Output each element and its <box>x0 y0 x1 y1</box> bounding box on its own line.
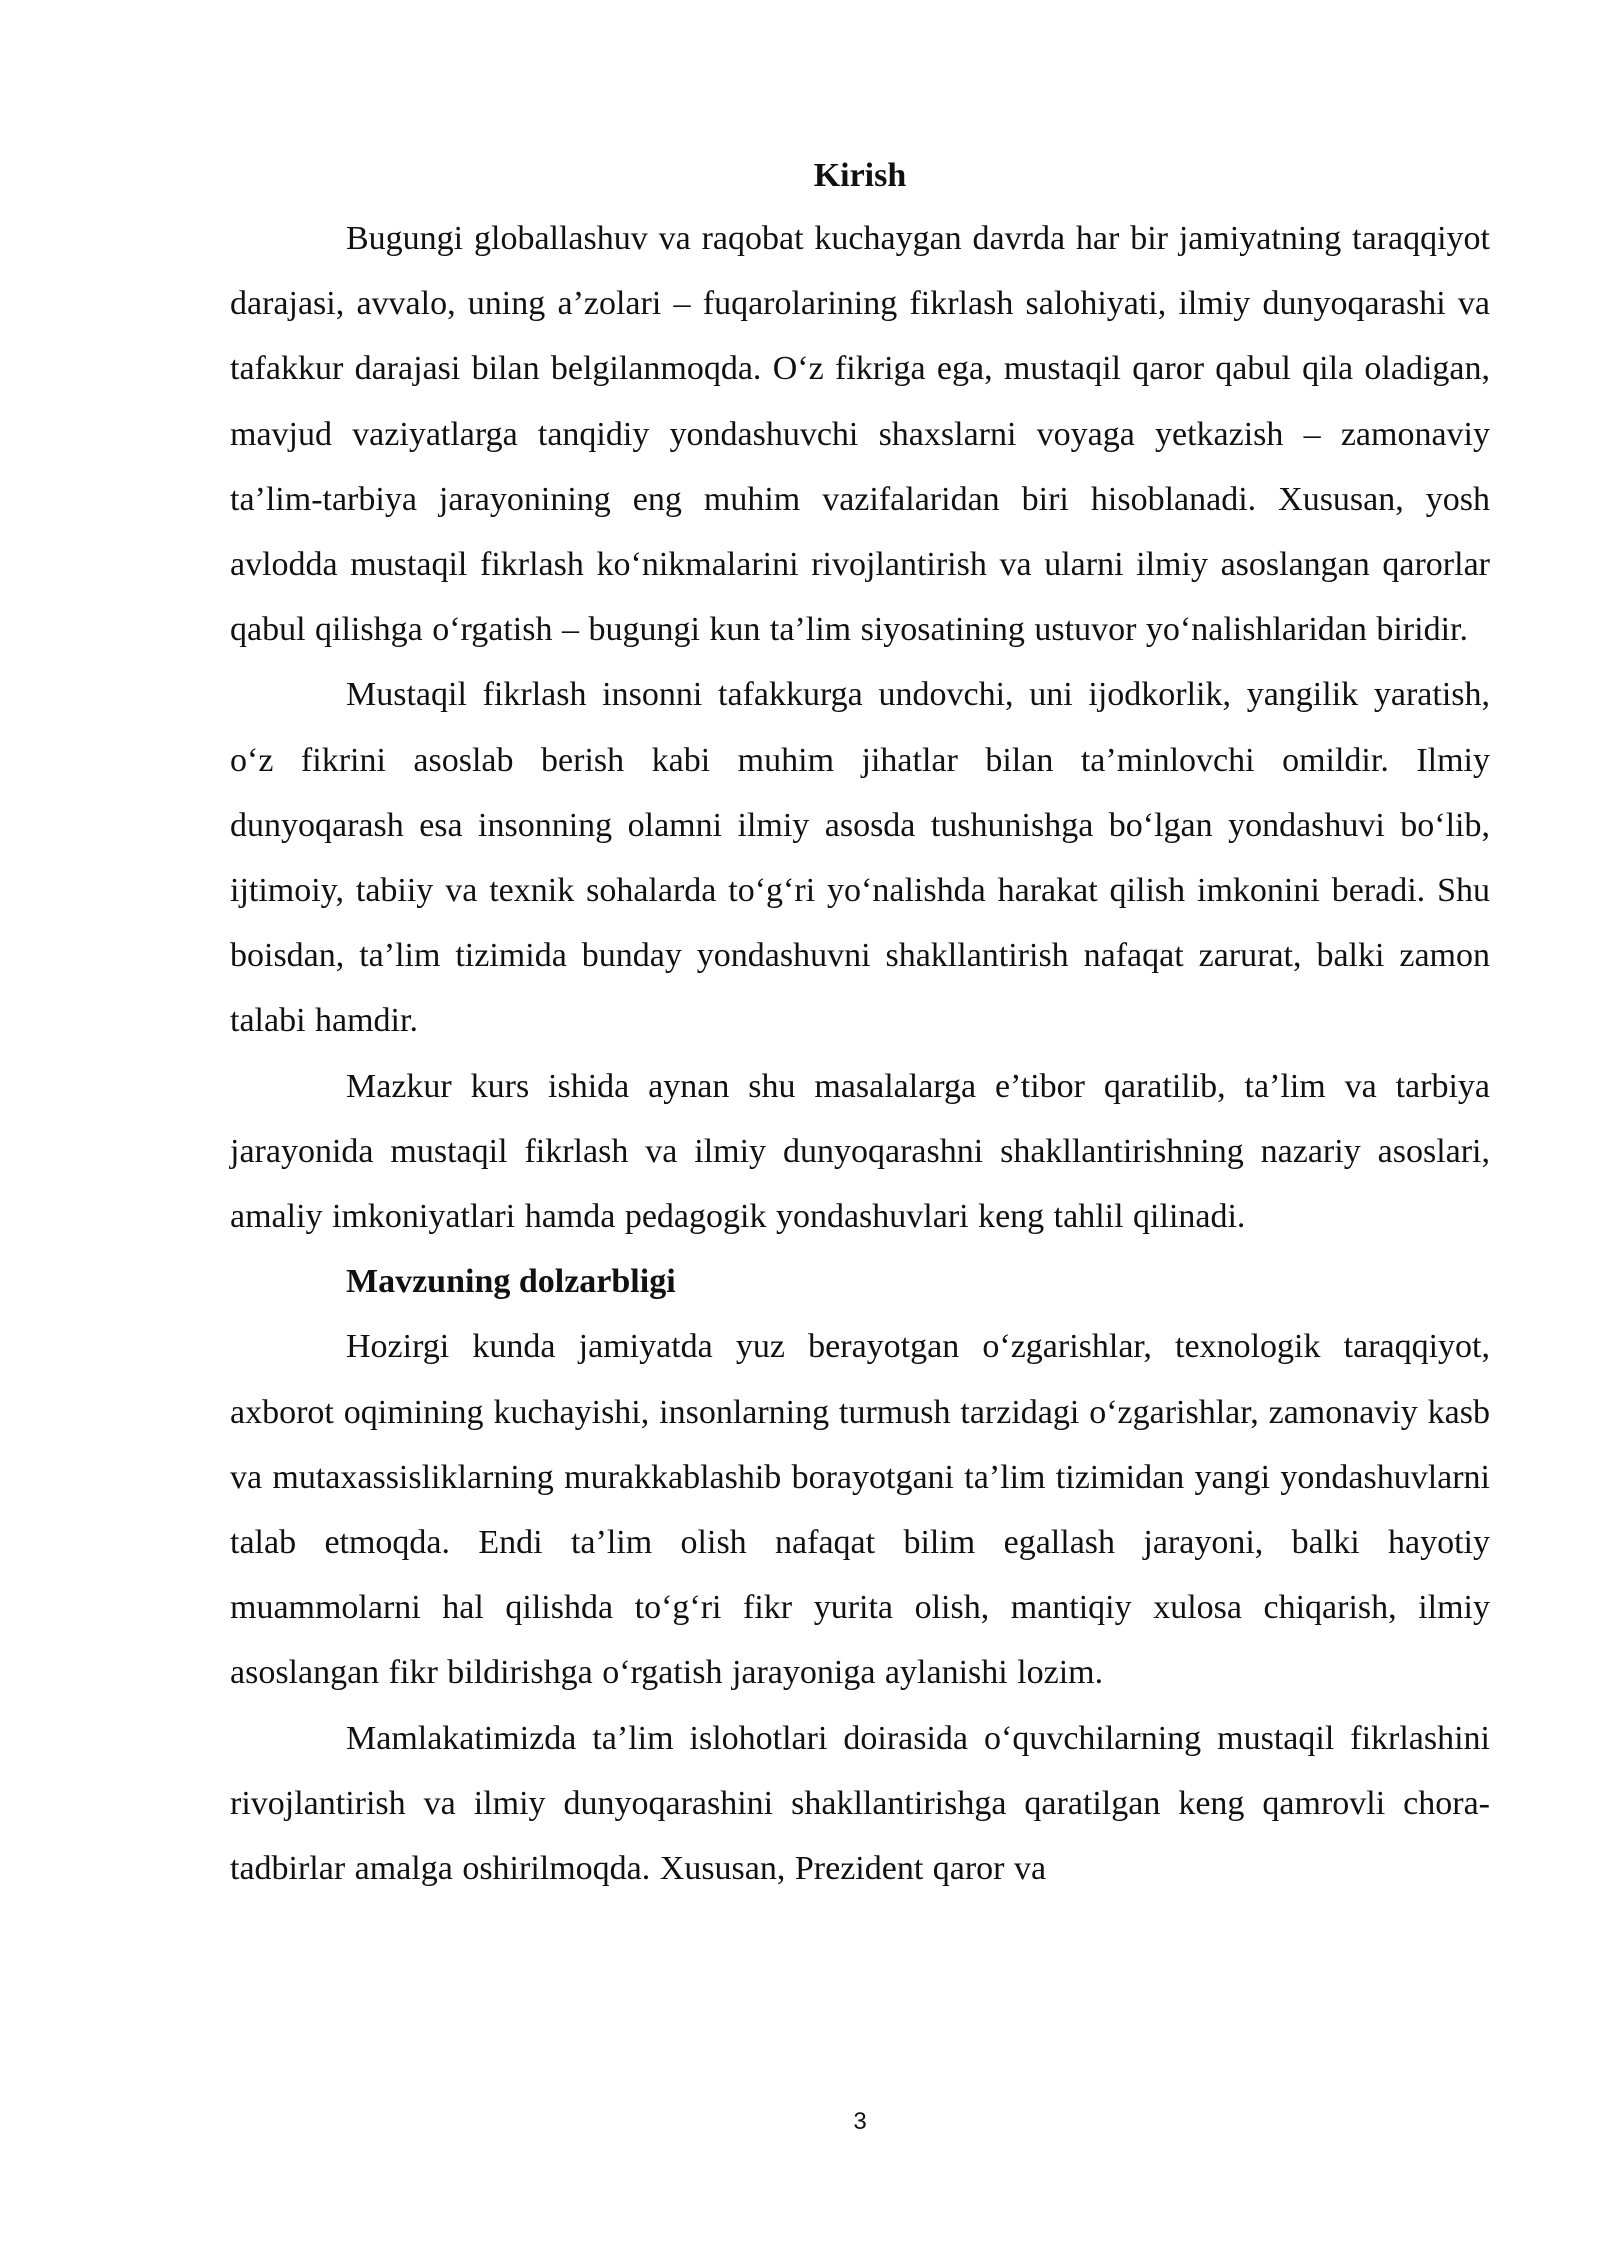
page-body <box>230 146 1490 1901</box>
paragraph: Mazkur kurs ishida aynan shu masalalarga e’tibor qaratilib, ta’lim va tarbiya jarayonida mustaqil fikrlash va ilmiy dunyoqarashni shakllantirishning nazariy asoslari, amaliy imkoniyatlari hamda pedagogik yondashuvlari keng tahlil qilinadi. <box>230 1067 1490 1236</box>
paragraph: Hozirgi kunda jamiyatda yuz berayotgan o‘zgarishlar, texnologik taraqqiyot, axborot oqimining kuchayishi, insonlarning turmush tarzidagi o‘zgarishlar, zamonaviy kasb va mutaxassisliklarning murakkablashib borayotgani ta’lim tizimidan yangi yondashuvlarni talab etmoqda. Endi ta’lim olish nafaqat bilim egallash jarayoni, balki hayotiy muammolarni hal qilishda to‘g‘ri fikr yurita olish, mantiqiy xulosa chiqarish, ilmiy asoslangan fikr bildirishga o‘rgatish jarayoniga aylanishi lozim. <box>230 1328 1490 1692</box>
paragraph: Mustaqil fikrlash insonni tafakkurga undovchi, uni ijodkorlik, yangilik yaratish, o‘z fikrini asoslab berish kabi muhim jihatlar bilan ta’minlovchi omildir. Ilmiy dunyoqarash esa insonning olamni ilmiy asosda tushunishga bo‘lgan yondashuvi bo‘lib, ijtimoiy, tabiiy va texnik sohalarda to‘g‘ri yo‘nalishda harakat qilish imkonini beradi. Shu boisdan, ta’lim tizimida bunday yondashuvni shakllantirish nafaqat zarurat, balki zamon talabi hamdir. <box>230 676 1490 1040</box>
page-number: 3 <box>853 2108 867 2135</box>
paragraph: Bugungi globallashuv va raqobat kuchaygan davrda har bir jamiyatning taraqqiyot darajasi, avvalo, uning a’zolari – fuqarolarining fikrlash salohiyati, ilmiy dunyoqarashi va tafakkur darajasi bilan belgilanmoqda. O‘z fikriga ega, mustaqil qaror qabul qila oladigan, mavjud vaziyatlarga tanqidiy yondashuvchi shaxslarni voyaga yetkazish – zamonaviy ta’lim-tarbiya jarayonining eng muhim vazifalaridan biri hisoblanadi. Xususan, yosh avlodda mustaqil fikrlash ko‘nikmalarini rivojlantirish va ularni ilmiy asoslangan qarorlar qabul qilishga o‘rgatish – bugungi kun ta’lim siyosatining ustuvor yo‘nalishlaridan biridir. <box>230 220 1490 649</box>
paragraph: Mamlakatimizda ta’lim islohotlari doirasida o‘quvchilarning mustaqil fikrlashini rivojlantirish va ilmiy dunyoqarashini shakllantirishga qaratilgan keng qamrovli chora-tadbirlar amalga oshirilmoqda. Xususan, Prezident qaror va <box>230 1719 1490 1888</box>
page-title: Kirish <box>813 157 907 194</box>
section-heading: Mavzuning dolzarbligi <box>346 1263 676 1301</box>
